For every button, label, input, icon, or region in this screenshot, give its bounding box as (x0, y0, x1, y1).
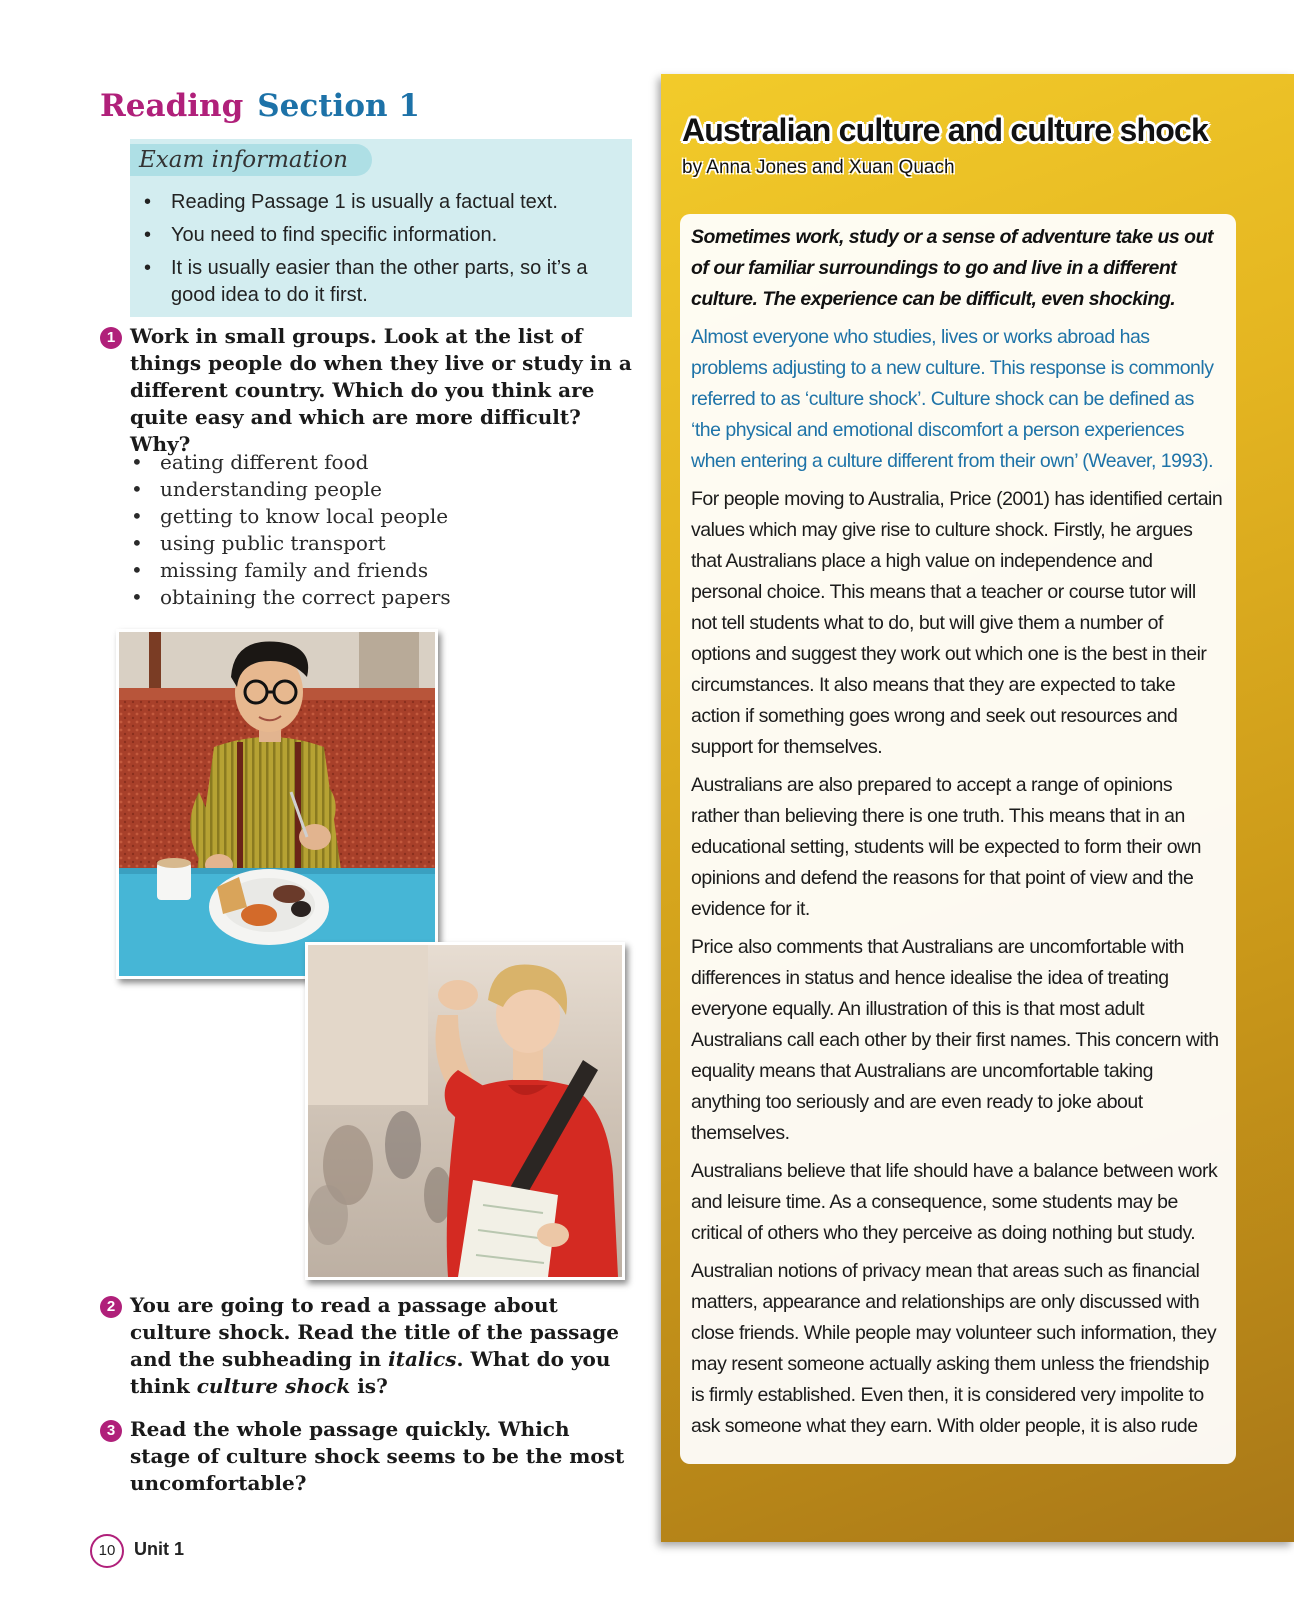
photo-man-eating-breakfast (116, 629, 438, 979)
question-2-part: is? (350, 1374, 388, 1398)
question-2-part: You are going to read a passage about culture shock. Read the title of the passage and the subheading in (130, 1293, 620, 1371)
list-item (130, 584, 451, 611)
question-number-badge: 1 (100, 327, 122, 349)
photo-young-man-red-shirt (305, 942, 625, 1280)
activity-list (130, 449, 451, 611)
bullet-icon: • (144, 224, 152, 246)
bullet-icon: • (131, 558, 143, 582)
question-2 (100, 1292, 635, 1400)
question-1 (100, 323, 635, 458)
question-2-part: . What do you think (130, 1347, 611, 1398)
exam-item-text: You need to find specific information. (171, 224, 498, 246)
question-2-text (130, 1292, 635, 1400)
section-heading (100, 88, 420, 124)
article-paragraph: Price also comments that Australians are uncomfortable with differences in status and hence idealise the idea of treating everyone equally. An illustration of this is that most adult Australians call each other by their first names. This concern with equality means that Australians are uncomfortable taking anything too seriously and are even ready to joke about themselves. (691, 936, 1219, 1144)
question-2-italic: italics (388, 1347, 457, 1371)
activity-text: eating different food (160, 450, 369, 474)
list-item (130, 449, 451, 476)
article-panel (680, 214, 1236, 1464)
exam-item-text: It is usually easier than the other parts, so it’s a good idea to do it first. (171, 257, 588, 306)
activity-text: using public transport (160, 531, 386, 555)
list-item (130, 189, 620, 216)
article-lead: Sometimes work, study or a sense of adventure take us out of our familiar surroundings to go and live in a different culture. The experience can be difficult, even shocking. (691, 226, 1213, 310)
article-body (691, 222, 1223, 1449)
article-paragraph: For people moving to Australia, Price (2001) has identified certain values which may give rise to culture shock. Firstly, he argues that Australians place a high value on independence and personal choice. This means that a teacher or course tutor will not tell students what to do, but will give them a number of options and suggest they work out which one is the best in their circumstances. It also means that they are expected to take action if something goes wrong and seek out resources and support for themselves. (691, 488, 1223, 758)
bullet-icon: • (131, 450, 143, 474)
bullet-icon: • (131, 477, 143, 501)
article-paragraph: Australians are also prepared to accept a range of opinions rather than believing there is one truth. This means that in an educational setting, students will be expected to form their own opinions and defend the reasons for that point of view and the evidence for it. (691, 774, 1201, 920)
article-intro: Almost everyone who studies, lives or works abroad has problems adjusting to a new culture. This response is commonly referred to as ‘culture shock’. Culture shock can be defined as ‘the physical and emotional discomfort a person experiences when entering a culture different from their own’ (Weaver, 1993). (691, 326, 1214, 472)
exam-information-box (130, 139, 632, 317)
bullet-icon: • (131, 531, 143, 555)
list-item (130, 222, 620, 249)
article-title: Australian culture and culture shock (682, 112, 1208, 148)
question-3-text: Read the whole passage quickly. Which stage of culture shock seems to be the most uncomfortable? (130, 1417, 625, 1495)
article-byline: by Anna Jones and Xuan Quach (682, 157, 955, 178)
page-number: 10 (90, 1534, 124, 1568)
heading-reading: Reading (100, 88, 244, 124)
bullet-icon: • (144, 191, 152, 213)
bullet-icon: • (131, 504, 143, 528)
bullet-icon: • (131, 585, 143, 609)
exam-information-list (130, 189, 620, 315)
article-paragraph: Australians believe that life should have a balance between work and leisure time. As a consequence, some students may be critical of others who they perceive as doing nothing but study. (691, 1160, 1218, 1244)
question-3 (100, 1416, 635, 1497)
question-number-badge: 2 (100, 1296, 122, 1318)
question-number-badge: 3 (100, 1420, 122, 1442)
question-1-text: Work in small groups. Look at the list of things people do when they live or study in a different country. Which do you think are quite easy and which are more difficult? Why? (130, 324, 632, 456)
list-item (130, 530, 451, 557)
list-item (130, 255, 620, 309)
activity-text: getting to know local people (160, 504, 449, 528)
activity-text: missing family and friends (160, 558, 429, 582)
bullet-icon: • (144, 257, 152, 279)
activity-text: obtaining the correct papers (160, 585, 451, 609)
exam-item-text: Reading Passage 1 is usually a factual text. (171, 191, 558, 213)
heading-section: Section 1 (257, 88, 420, 124)
list-item (130, 503, 451, 530)
list-item (130, 476, 451, 503)
unit-label: Unit 1 (134, 1539, 185, 1559)
article-paragraph: Australian notions of privacy mean that areas such as financial matters, appearance and relationships are only discussed with close friends. While people may volunteer such information, they may resent someone actually asking them unless the friendship is firmly established. Even then, it is considered very impolite to ask someone what they earn. With older people, it is also rude (691, 1260, 1217, 1437)
exam-information-title: Exam information (130, 144, 372, 176)
question-2-italic: culture shock (196, 1374, 351, 1398)
list-item (130, 557, 451, 584)
activity-text: understanding people (160, 477, 383, 501)
